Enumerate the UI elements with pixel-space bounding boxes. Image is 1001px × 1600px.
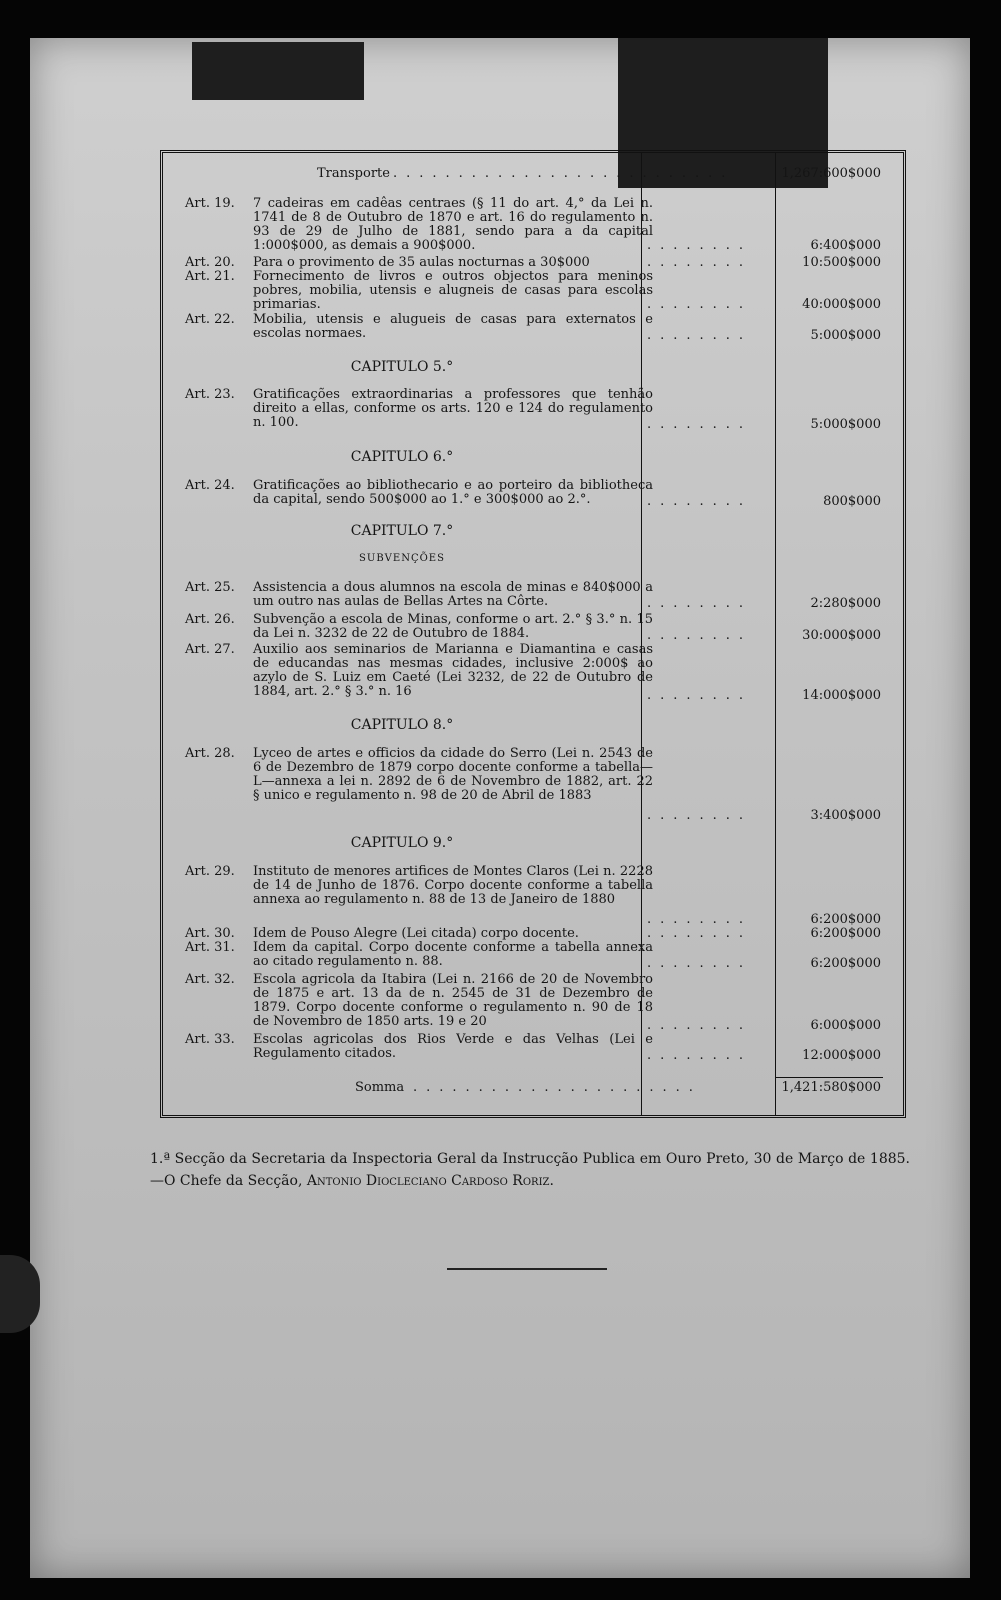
- table-row: Art. 33. Escolas agricolas dos Rios Verde e das Velhas (Lei e Regulamento citados. ........ 12:000$000: [185, 1032, 881, 1063]
- chapter-heading: CAPITULO 9.°: [350, 835, 454, 851]
- table-row: Art. 31. Idem da capital. Corpo docente conforme a tabella annexa ao citado regulamento n. 88. ........ 6:200$000: [185, 940, 881, 971]
- footer-note: 1.ª Secção da Secretaria da Inspectoria Geral da Instrucção Publica em Ouro Preto, 30 de Março de 1885.—O Chefe da Secção, Antonio Diocleciano Cardoso Roriz.: [150, 1151, 910, 1189]
- sum-rule: [775, 1077, 883, 1078]
- table-row: Art. 25. Assistencia a dous alumnos na escola de minas e 840$000 a um outro nas aulas de Bellas Artes na Côrte. ........ 2:280$000: [185, 580, 881, 611]
- decorative-rule: [447, 1262, 607, 1270]
- table-row: Art. 27. Auxilio aos seminarios de Marianna e Diamantina e casas de educandas nas mesmas cidades, inclusive 2:000$ ao azylo de S. Luiz em Caeté (Lei 3232, de 22 de Outubro de 1884, art. 2.° § 3.° n. 16 ........ 14:000$000: [185, 642, 881, 703]
- table-row: Art. 19. 7 cadeiras em cadêas centraes (§ 11 do art. 4,° da Lei n. 1741 de 8 de Outubro de 1870 e art. 16 do regulamento n. 93 de 29 de Julho de 1881, sendo para a da capital 1:000$000, as demais a 900$000. ........ 6:400$000: [185, 196, 881, 253]
- table-row: Art. 23. Gratificações extraordinarias a professores que tenhão direito a ellas, conforme os arts. 120 e 124 do regulamento n. 100. ........ 5:000$000: [185, 387, 881, 432]
- tape-patch-left: [192, 42, 364, 100]
- signature: Antonio Diocleciano Cardoso Roriz.: [306, 1173, 554, 1189]
- table-row: Art. 21. Fornecimento de livros e outros objectos para meninos pobres, mobilia, utensis e alugneis de casas para escolas primarias. ........ 40:000$000: [185, 269, 881, 312]
- table-row: Art. 22. Mobilia, utensis e alugueis de casas para externatos e escolas normaes. ........ 5:000$000: [185, 312, 881, 343]
- table-row: Art. 28. Lyceo de artes e officios da cidade do Serro (Lei n. 2543 de 6 de Dezembro de 1879 corpo docente conforme a tabella—L—annexa a lei n. 2892 de 6 de Novembro de 1882, art. 22 § unico e regulamento n. 98 de 20 de Abril de 1883 ........ 3:400$000: [185, 746, 881, 823]
- chapter-heading: CAPITULO 5.°: [350, 359, 454, 375]
- table-row: Art. 29. Instituto de menores artifices de Montes Claros (Lei n. 2228 de 14 de Junho de 1876. Corpo docente conforme a tabella annexa ao regulamento n. 88 de 13 de Janeiro de 1880 ........ 6:200$000: [185, 864, 881, 927]
- subheading: SUBVENÇÕES: [359, 553, 445, 564]
- chapter-heading: CAPITULO 6.°: [350, 449, 454, 465]
- chapter-heading: CAPITULO 8.°: [350, 717, 454, 733]
- table-row: Art. 24. Gratificações ao bibliothecario e ao porteiro da bibliotheca da capital, sendo 500$000 ao 1.° e 300$000 ao 2.°. ........ 800$000: [185, 478, 881, 509]
- table-row: Art. 32. Escola agricola da Itabira (Lei n. 2166 de 20 de Novembro de 1875 e art. 13 da de n. 2545 de 31 de Dezembro de 1879. Corpo docente conforme o regulamento n. 90 de 18 de Novembro de 1850 arts. 19 e 20 ........ 6:000$000: [185, 972, 881, 1033]
- table-row: Art. 26. Subvenção a escola de Minas, conforme o art. 2.° § 3.° n. 15 da Lei n. 3232 de 22 de Outubro de 1884. ........ 30:000$000: [185, 612, 881, 643]
- chapter-heading: CAPITULO 7.°: [350, 523, 454, 539]
- budget-table: Transporte .......................... 1,267:600$000 Art. 19. 7 cadeiras em cadêas centraes (§ 11 do art. 4,° da Lei n. 1741 de 8 de Outubro de 1870 e art. 16 do regulamento n. 93 de 29 de Julho de 1881, sendo para a da capital 1:000$000, as demais a 900$000. ........ 6:400$000 Art. 20. Para o provimento de 35 aulas nocturnas a 30$000 ........ 10:500$000 Art. 21. Fornecimento de livros e outros objectos para meninos pobres, mobilia, utensis e alugneis de casas para escolas primarias. ........ 40:000$000 Art. 22. Mobilia, utensis e alugueis de casas para externatos e escolas normaes. ........ 5:000$000 CAPITULO 5.° Art. 23. Gratificações extraordinarias a professores que tenhão direito a ellas, conforme os arts. 120 e 124 do regulamento n. 100. ........ 5:000$000 CAPITULO 6.° Art. 24. Gratificações ao bibliothecario e ao porteiro da bibliotheca da capital, sendo 500$000 ao 1.° e 300$000 ao 2.°. ........ 800$000 CAPITULO 7.° SUBVENÇÕES Art. 25. Assistencia a dous alumnos na escola de minas e 840$000 a um outro nas aulas de Bellas Artes na Côrte. ........ 2:280$000 Art. 26. Subvenção a escola de Minas, conforme o art. 2.° § 3.° n. 15 da Lei n. 3232 de 22 de Outubro de 1884. ........ 30:000$000 Art. 27. Auxilio aos seminarios de Marianna e Diamantina e casas de educandas nas mesmas cidades, inclusive 2:000$ ao azylo de S. Luiz em Caeté (Lei 3232, de 22 de Outubro de 1884, art. 2.° § 3.° n. 16 ........ 14:000$000 CAPITULO 8.° Art. 28. Lyceo de artes e officios da cidade do Serro (Lei n. 2543 de 6 de Dezembro de 1879 corpo docente conforme a tabella—L—annexa a lei n. 2892 de 6 de Novembro de 1882, art. 22 § unico e regulamento n. 98 de 20 de Abril de 1883 ........ 3:400$000 CAPITULO 9.° Art. 29. Instituto de menores artifices de Montes Claros (Lei n. 2228 de 14 de Junho de 1876. Corpo docente conforme a tabella annexa ao regulamento n. 88 de 13 de Janeiro de 1880 ........ 6:200$000 Art. 30. Idem de Pouso Alegre (Lei citada) corpo docente. ........ 6:200$000 Art. 31. Idem da capital. Corpo docente conforme a tabella annexa ao citado regulamento n. 88. ........ 6:200$000 Art. 32. Escola agricola da Itabira (Lei n. 2166 de 20 de Novembro de 1875 e art. 13 da de n. 2545 de 31 de Dezembro de 1879. Corpo docente conforme o regulamento n. 90 de 18 de Novembro de 1850 arts. 19 e 20 ........ 6:000$000 Art. 33. Escolas agricolas dos Rios Verde e das Velhas (Lei e Regulamento citados. ........ 12:000$000 Somma ...................... 1,421:580$000: [160, 150, 906, 1118]
